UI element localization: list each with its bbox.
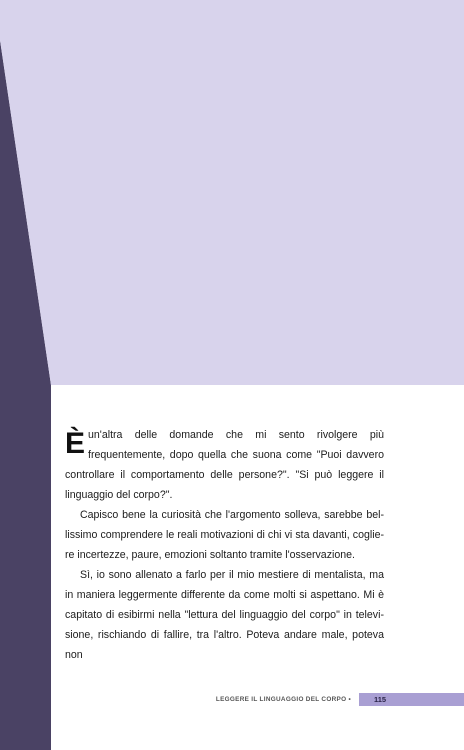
body-text [65,425,384,665]
paragraph-1-text: un'altra delle domande che mi sento rivolgere più frequentemente, dopo quella che suona come "Puoi davvero controllare il comportamento delle persone?". "Si può leggere il linguaggio del corpo?". [65,429,384,501]
running-head: LEGGERE IL LINGUAGGIO DEL CORPO • [215,696,351,703]
paragraph-2: Capisco bene la curiosità che l'argomento solleva, sarebbe bellissimo comprendere le reali motivazioni di chi vi sta davanti, cogliere incertezze, paure, emozioni soltanto tramite l'osservazione. [65,509,384,561]
paragraph-3: Sì, io sono allenato a farlo per il mio mestiere di mentalista, ma in maniera leggermente differente da come molti si aspettano. Mi è capitato di esibirmi nella "lettura del linguaggio del corpo" in televisione, rischiando di fallire, tra l'altro. Poteva andare male, poteva non [65,569,384,661]
drop-cap: È [65,427,86,460]
decorative-spine-stripe [0,0,51,750]
page-footer [216,693,464,706]
spine-shape-icon [0,0,51,750]
folio-box [359,693,464,706]
page-number: 115 [374,695,387,704]
paragraph-1 [65,425,384,505]
